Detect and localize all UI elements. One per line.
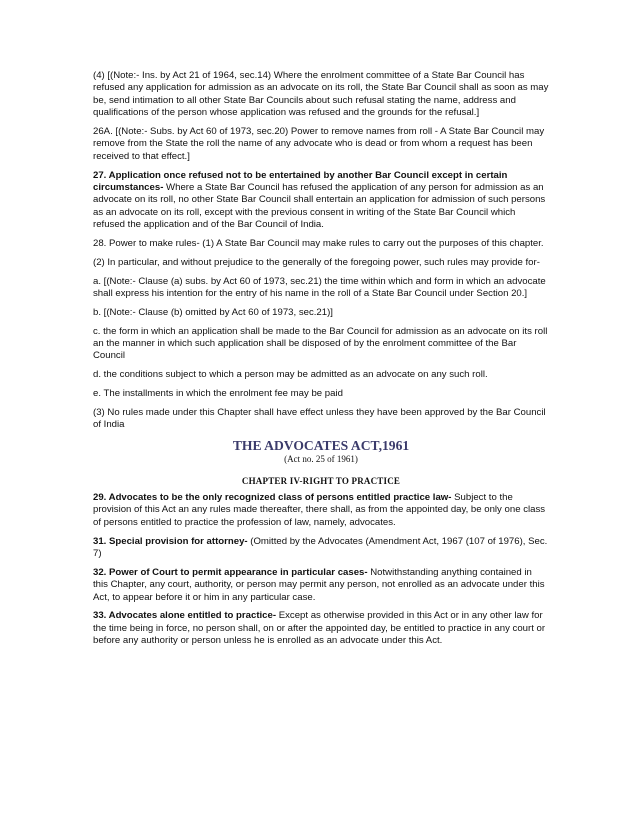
act-subtitle: (Act no. 25 of 1961) xyxy=(284,454,358,465)
section-33 xyxy=(93,610,549,647)
section-29-heading: 29. Advocates to be the only recognized class of persons entitled practice law- xyxy=(93,492,452,504)
section-28-clause-a: a. [(Note:- Clause (a) subs. by Act 60 of 1973, sec.21) the time within which and form in which an advocate shall express his intention for the entry of his name in the roll of a State Bar Council under Section 20.] xyxy=(93,275,546,300)
section-32-heading: 32. Power of Court to permit appearance in particular cases- xyxy=(93,566,368,578)
document-page xyxy=(93,70,549,654)
section-31 xyxy=(93,536,549,561)
section-28-2: (2) In particular, and without prejudice to the generally of the foregoing power, such rules may provide for- xyxy=(93,256,540,268)
section-27 xyxy=(93,170,549,232)
section-28-clause-d: d. the conditions subject to which a person may be admitted as an advocate on any such roll. xyxy=(93,369,488,381)
paragraph-26a: 26A. [(Note:- Subs. by Act 60 of 1973, sec.20) Power to remove names from roll - A State Bar Council may remove from the State the roll the name of any advocate who is dead or from whom a request has been received to that effect.] xyxy=(93,126,545,162)
section-28-clause-b: b. [(Note:- Clause (b) omitted by Act 60 of 1973, sec.21)] xyxy=(93,306,333,318)
chapter-heading: CHAPTER IV-RIGHT TO PRACTICE xyxy=(241,476,401,487)
section-27-heading: 27. Application once refused not to be entertained by another Bar Council except in certain circumstances- xyxy=(93,169,508,194)
section-28-clause-c: c. the form in which an application shall be made to the Bar Council for admission as an advocate on its roll an the manner in which such application shall be disposed of by the enrolment committee of the Bar Council xyxy=(93,325,548,362)
section-32-body: Notwithstanding anything contained in this Chapter, any court, authority, or person may permit any person, not enrolled as an advocate under this Act, to appear before it or him in any particular case. xyxy=(93,566,545,603)
act-title: THE ADVOCATES ACT,1961 xyxy=(232,438,410,454)
section-31-body: (Omitted by the Advocates (Amendment Act, 1967 (107 of 1976), Sec. 7) xyxy=(93,535,548,560)
section-28-clause-e: e. The installments in which the enrolment fee may be paid xyxy=(93,388,343,400)
section-28-3: (3) No rules made under this Chapter shall have effect unless they have been approved by the Bar Council of India xyxy=(93,406,546,431)
section-28: 28. Power to make rules- (1) A State Bar Council may make rules to carry out the purposes of this chapter. xyxy=(93,238,544,250)
section-27-body: Where a State Bar Council has refused the application of any person for admission as an advocate on its roll, no other State Bar Council shall entertain an application for admission of such persons as an advocate on its roll, except with the previous consent in writing of the State Bar Council which refused the application and of the Bar Council of India. xyxy=(93,182,546,231)
section-32 xyxy=(93,567,549,604)
section-29 xyxy=(93,492,549,529)
paragraph-4: (4) [(Note:- Ins. by Act 21 of 1964, sec.14) Where the enrolment committee of a State Bar Council has refused any application for admission as an advocate on its roll, the State Bar Council shall as soon as may be, send intimation to all other State Bar Councils about such refusal stating the name, address and qualifications of the person whose application was refused and the grounds for the refusal.] xyxy=(93,70,549,119)
section-31-heading: 31. Special provision for attorney- xyxy=(93,535,248,547)
section-33-body: Except as otherwise provided in this Act or in any other law for the time being in force, no person shall, on or after the appointed day, be entitled to practice in any court or before any authority or person unless he is enrolled as an advocate under this Act. xyxy=(93,610,546,647)
section-33-heading: 33. Advocates alone entitled to practice- xyxy=(93,610,277,622)
section-29-body: Subject to the provision of this Act an any rules made thereafter, there shall, as from the appointed day, be only one class of persons entitled to practice the profession of law, namely, advocates. xyxy=(93,492,546,528)
